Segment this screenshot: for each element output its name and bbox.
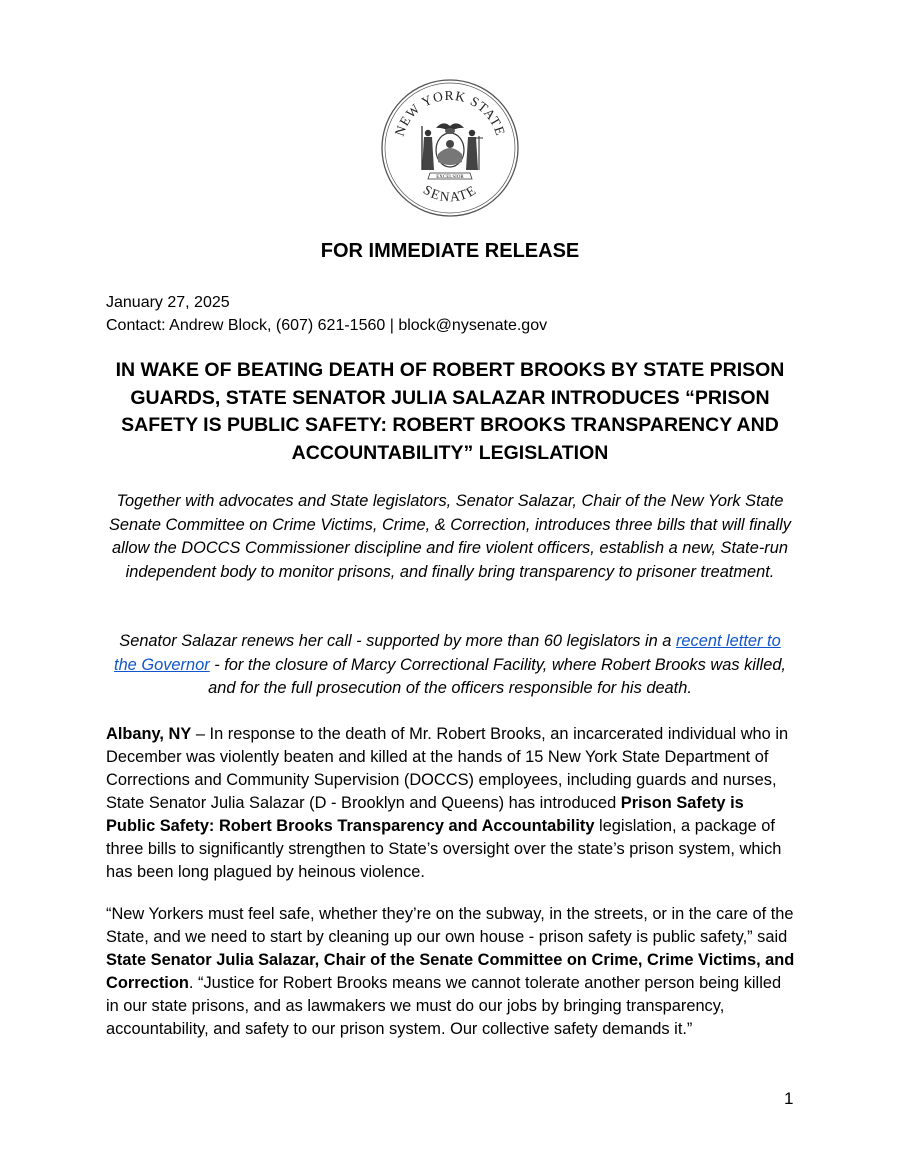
svg-text:SENATE [421,182,480,205]
release-label: FOR IMMEDIATE RELEASE [320,240,580,262]
legislation-name: Prison Safety is Public Safety: Robert Brooks Transparency and Accountability [106,794,744,835]
page-number: 1 [784,1089,794,1108]
body-paragraph-1-text-b: legislation, a package of three bills to significantly strengthen to State’s oversight over the state’s prison system, which has been long plagued by heinous violence. [106,817,782,881]
senator-title: State Senator Julia Salazar, Chair of the Senate Committee on Crime, Crime Victims, and Correction [106,951,795,992]
dateline: Albany, NY [106,725,192,743]
subheadline-call [106,630,794,701]
seal-bottom-text: SENATE [420,181,480,205]
release-date: January 27, 2025 [106,294,230,311]
subheadline-call-text-after: - for the closure of Marcy Correctional Facility, where Robert Brooks was killed, and for the full prosecution of the officers responsible for his death. [208,655,786,697]
body-paragraph-1-text-a: – In response to the death of Mr. Robert Brooks, an incarcerated individual who in December was violently beaten and killed at the hands of 15 New York State Department of Corrections and Community Supervision (DOCCS) employees, including guards and nurses, State Senator Julia Salazar (D - Brooklyn and Queens) has introduced [106,725,789,812]
body-paragraph-2 [106,903,796,1041]
body-paragraph-2-text-b: . “Justice for Robert Brooks means we cannot tolerate another person being killed in our state prisons, and as lawmakers we must do our jobs by bringing transparency, accountability, and safety to our prison system. Our collective safety demands it.” [106,974,782,1038]
seal-top-text: NEW YORK STATE [391,87,509,138]
contact-line: Contact: Andrew Block, (607) 621-1560 | block@nysenate.gov [106,317,548,334]
body-paragraph-1 [106,723,796,884]
letter-to-governor-link[interactable]: recent letter to the Governor [114,632,781,674]
subheadline-summary: Together with advocates and State legislators, Senator Salazar, Chair of the New York State Senate Committee on Crime Victims, Crime, & Correction, introduces three bills that will finally allow the DOCCS Commissioner discipline and fire violent officers, establish a new, State-run independent body to monitor prisons, and finally bring transparency to prisoner treatment. [109,492,791,581]
headline: IN WAKE OF BEATING DEATH OF ROBERT BROOKS BY STATE PRISON GUARDS, STATE SENATOR JULIA SALAZAR INTRODUCES “PRISON SAFETY IS PUBLIC SAFETY: ROBERT BROOKS TRANSPARENCY AND ACCOUNTABILITY” LEGISLATION [115,359,785,464]
seal-motto: EXCELSIOR [436,175,464,180]
subheadline-call-text-before: Senator Salazar renews her call - supported by more than 60 legislators in a [119,632,676,650]
release-meta [106,291,547,337]
body-paragraph-2-text-a: “New Yorkers must feel safe, whether they’re on the subway, in the streets, or in the care of the State, and we need to start by cleaning up our own house - prison safety is public safety,” said [106,905,794,946]
ny-senate-seal-logo [380,78,520,218]
